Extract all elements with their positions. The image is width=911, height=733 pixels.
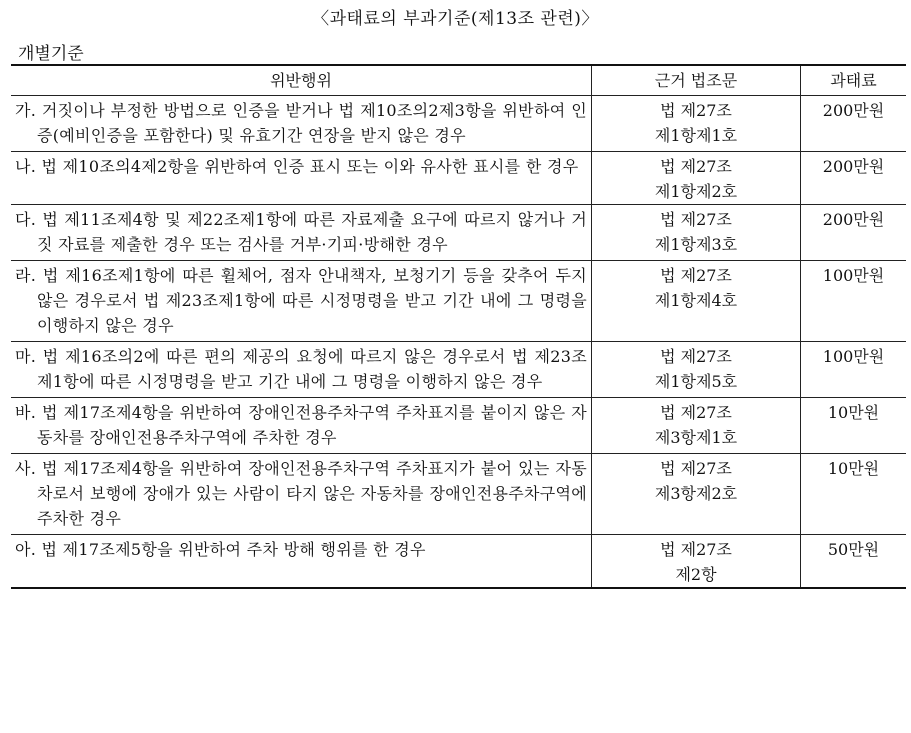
fine-amount: 100만원 <box>822 347 885 366</box>
section-label: 개별기준 <box>18 44 84 64</box>
table-row <box>11 261 906 342</box>
legal-basis-line: 제1항제4호 <box>654 291 738 310</box>
fine-amount: 200만원 <box>822 101 885 120</box>
table-row <box>11 342 906 398</box>
table-row <box>11 205 906 261</box>
legal-basis-line: 법 제27조 <box>660 210 732 229</box>
legal-basis <box>592 205 800 257</box>
table-row <box>11 535 906 589</box>
table-row <box>11 152 906 205</box>
header-violation: 위반행위 <box>11 65 592 96</box>
legal-basis-line: 제1항제3호 <box>654 235 738 254</box>
legal-basis-line: 법 제27조 <box>660 540 732 559</box>
legal-basis <box>592 261 800 313</box>
violation-text: 마. 법 제16조의2에 따른 편의 제공의 요청에 따르지 않은 경우로서 법 제23조제1항에 따른 시정명령을 받고 기간 내에 그 명령을 이행하지 않은 경우 <box>15 347 587 391</box>
legal-basis-line: 제3항제1호 <box>654 428 738 447</box>
legal-basis <box>592 398 800 450</box>
legal-basis <box>592 96 800 148</box>
legal-basis-line: 법 제27조 <box>660 266 732 285</box>
table-row <box>11 454 906 535</box>
legal-basis-line: 법 제27조 <box>660 347 732 366</box>
table-row <box>11 398 906 454</box>
table-header-row <box>11 65 906 96</box>
fine-amount: 10만원 <box>827 403 880 422</box>
fine-amount: 200만원 <box>822 157 885 176</box>
header-legal-basis: 근거 법조문 <box>592 65 801 96</box>
legal-basis <box>592 342 800 394</box>
legal-basis-line: 법 제27조 <box>660 459 732 478</box>
legal-basis <box>592 454 800 506</box>
legal-basis-line: 제1항제2호 <box>654 182 738 201</box>
legal-basis-line: 법 제27조 <box>660 403 732 422</box>
document-title: 〈과태료의 부과기준(제13조 관련)〉 <box>312 9 599 29</box>
violation-text: 라. 법 제16조제1항에 따른 휠체어, 점자 안내책자, 보청기기 등을 갖추어 두지 않은 경우로서 법 제23조제1항에 따른 시정명령을 받고 기간 내에 그 명령을 이행하지 않은 경우 <box>15 266 587 335</box>
violation-text: 나. 법 제10조의4제2항을 위반하여 인증 표시 또는 이와 유사한 표시를 한 경우 <box>15 157 579 176</box>
fine-amount: 10만원 <box>827 459 880 478</box>
violation-text: 다. 법 제11조제4항 및 제22조제1항에 따른 자료제출 요구에 따르지 않거나 거짓 자료를 제출한 경우 또는 검사를 거부·기피·방해한 경우 <box>15 210 587 254</box>
table-row <box>11 96 906 152</box>
violation-text: 아. 법 제17조제5항을 위반하여 주차 방해 행위를 한 경우 <box>15 540 426 559</box>
fine-amount: 200만원 <box>822 210 885 229</box>
header-fine: 과태료 <box>801 65 907 96</box>
violation-text: 바. 법 제17조제4항을 위반하여 장애인전용주차구역 주차표지를 붙이지 않은 자동차를 장애인전용주차구역에 주차한 경우 <box>15 403 587 447</box>
violation-text: 가. 거짓이나 부정한 방법으로 인증을 받거나 법 제10조의2제3항을 위반하여 인증(예비인증을 포함한다) 및 유효기간 연장을 받지 않은 경우 <box>15 101 587 145</box>
legal-basis-line: 법 제27조 <box>660 157 732 176</box>
fine-amount: 100만원 <box>822 266 885 285</box>
legal-basis-line: 제1항제1호 <box>654 126 738 145</box>
violation-text: 사. 법 제17조제4항을 위반하여 장애인전용주차구역 주차표지가 붙어 있는 자동차로서 보행에 장애가 있는 사람이 타지 않은 자동차를 장애인전용주차구역에 주차한 경우 <box>15 459 587 528</box>
legal-basis <box>592 152 800 204</box>
legal-basis-line: 법 제27조 <box>660 101 732 120</box>
legal-basis-line: 제2항 <box>675 565 717 584</box>
legal-basis <box>592 535 800 587</box>
legal-basis-line: 제3항제2호 <box>654 484 738 503</box>
legal-basis-line: 제1항제5호 <box>654 372 738 391</box>
fine-criteria-table <box>11 64 906 589</box>
fine-amount: 50만원 <box>827 540 880 559</box>
